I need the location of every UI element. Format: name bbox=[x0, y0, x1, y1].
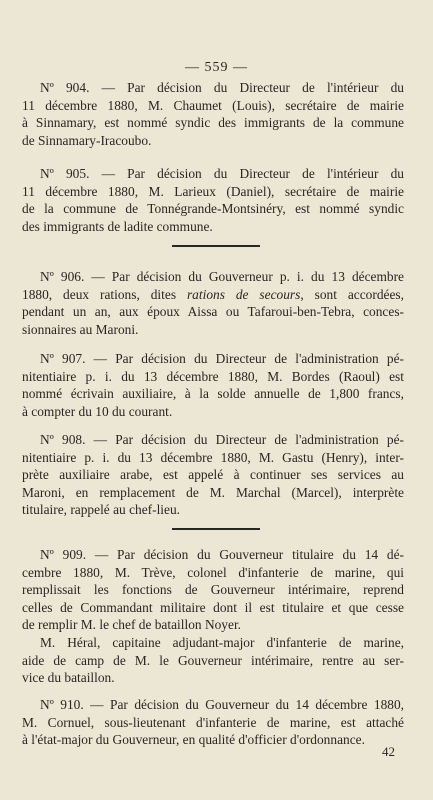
entry-908 bbox=[22, 431, 404, 519]
entry-904 bbox=[22, 79, 404, 149]
text-line: titulaire, rappelé au chef-lieu. bbox=[22, 502, 181, 518]
text-line: Nº 909. — Par décision du Gouverneur titulaire du 14 dé- bbox=[40, 547, 404, 562]
italic-phrase: rations de secours bbox=[186, 286, 301, 302]
text-line: Nº 905. — Par décision du Directeur de l'intérieur du bbox=[40, 166, 404, 181]
text-line: Maroni, en remplacement de M. Marchal (Marcel), interprète bbox=[22, 484, 404, 500]
entry-909 bbox=[22, 546, 404, 634]
text-line: nitentiaire p. i. du 13 décembre 1880, M. Gastu (Henry), inter- bbox=[22, 449, 404, 465]
section-divider bbox=[172, 245, 260, 247]
text-line: de Sinnamary-Iracoubo. bbox=[22, 132, 152, 148]
text-line: des immigrants de ladite commune. bbox=[22, 218, 213, 234]
text-line: remplissait les fonctions de Gouverneur intérimaire, reprend bbox=[22, 582, 404, 598]
entry-910 bbox=[22, 696, 404, 749]
text-line: 11 décembre 1880, M. Larieux (Daniel), secrétaire de mairie bbox=[22, 183, 404, 199]
text-line: à l'état-major du Gouverneur, en qualité d'officier d'ordonnance. bbox=[22, 732, 365, 748]
entry-906 bbox=[22, 268, 404, 338]
text-line: à compter du 10 du courant. bbox=[22, 403, 173, 419]
text-line: nommé écrivain auxiliaire, à la solde annuelle de 1,800 francs, bbox=[22, 386, 404, 402]
entry-909-continuation bbox=[22, 634, 404, 687]
text-line: prète auxiliaire arabe, est appelé à continuer ses services au bbox=[22, 467, 404, 483]
text-line: vice du bataillon. bbox=[22, 670, 115, 686]
text-line: cembre 1880, M. Trève, colonel d'infanterie de marine, qui bbox=[22, 564, 404, 580]
text-line: à Sinnamary, est nommé syndic des immigrants de la commune bbox=[22, 115, 404, 131]
text-line: Nº 906. — Par décision du Gouverneur p. i. du 13 décembre bbox=[40, 269, 404, 284]
text-line: M. Cornuel, sous-lieutenant d'infanterie de marine, est attaché bbox=[22, 714, 404, 730]
page-number: — 559 — bbox=[185, 60, 248, 75]
text-line: Nº 904. — Par décision du Directeur de l'intérieur du bbox=[40, 80, 404, 95]
folio-number: 42 bbox=[382, 744, 395, 759]
text-line: aide de camp de M. le Gouverneur intérimaire, rentre au ser- bbox=[22, 652, 404, 668]
text-line: Nº 910. — Par décision du Gouverneur du 14 décembre 1880, bbox=[40, 697, 404, 712]
text-line: pendant un an, aux époux Aissa ou Tafaroui-ben-Tebra, conces- bbox=[22, 304, 404, 320]
entry-905 bbox=[22, 165, 404, 235]
text-line: Nº 907. — Par décision du Directeur de l'administration pé- bbox=[40, 351, 404, 366]
text-line: Nº 908. — Par décision du Directeur de l'administration pé- bbox=[40, 432, 404, 447]
text-line: nitentiaire p. i. du 13 décembre 1880, M. Bordes (Raoul) est bbox=[22, 368, 404, 384]
text-line: M. Héral, capitaine adjudant-major d'infanterie de marine, bbox=[40, 635, 404, 650]
section-divider bbox=[172, 528, 260, 530]
text-line: 11 décembre 1880, M. Chaumet (Louis), secrétaire de mairie bbox=[22, 97, 404, 113]
text-line: 1880, deux rations, dites rations de secours, sont accordées, bbox=[22, 286, 404, 302]
text-line: de remplir M. le chef de bataillon Noyer. bbox=[22, 617, 242, 633]
text-line: sionnaires au Maroni. bbox=[22, 321, 139, 337]
text-line: celles de Commandant militaire dont il est titulaire et que cesse bbox=[22, 599, 404, 615]
entry-907 bbox=[22, 350, 404, 420]
text-line: de la commune de Tonnégrande-Montsinéry, est nommé syndic bbox=[22, 201, 404, 217]
